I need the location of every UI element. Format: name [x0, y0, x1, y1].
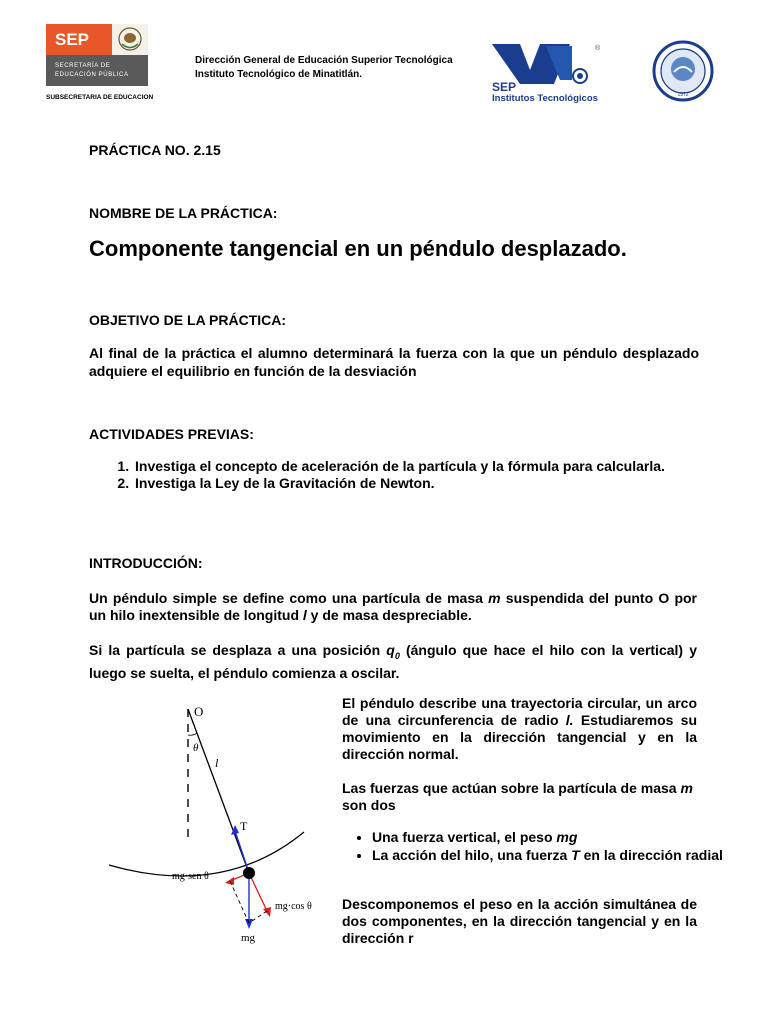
column-paragraph-3: Descomponemos el peso en la acción simultánea de dos componentes, en la dirección tangencial y en la dirección r — [342, 896, 697, 946]
forces-list — [342, 829, 730, 865]
activities-list — [89, 458, 753, 492]
objective-text: Al final de la práctica el alumno determinará la fuerza con la que un péndulo desplazado adquiere el equilibrio en función de la desviación — [89, 345, 699, 379]
normal-component-head — [263, 907, 271, 917]
itm-seal-icon — [652, 40, 714, 102]
practice-number: PRÁCTICA NO. 2.15 — [89, 142, 221, 158]
list-item: • Una fuerza vertical, el peso mg — [372, 829, 730, 846]
label-mg: mg — [241, 932, 256, 944]
pendulum-mass — [243, 867, 255, 879]
seal-year: 1972 — [677, 92, 689, 98]
header-line-1: Dirección General de Educación Superior Tecnológica — [195, 55, 453, 66]
label-theta: θ — [193, 742, 199, 754]
theta-arc — [188, 733, 197, 735]
mexico-seal-icon — [112, 24, 148, 55]
header-line-2: Instituto Tecnológico de Minatitlán. — [195, 69, 363, 80]
column-paragraph-1: El péndulo describe una trayectoria circular, un arco de una circunferencia de radio l. Estudiaremos su movimiento en la dirección tangencial y en la dirección normal. — [342, 695, 698, 762]
objective-label: OBJETIVO DE LA PRÁCTICA: — [89, 312, 287, 328]
sep-logo-subtitle: SECRETARÍA DE EDUCACIÓN PÚBLICA — [46, 55, 148, 86]
pendulum-string — [188, 709, 249, 873]
column-paragraph-2: Las fuerzas que actúan sobre la partícula de masa m son dos — [342, 780, 693, 813]
it-logo-sep: SEP — [492, 80, 517, 94]
intro-paragraph-1: Un péndulo simple se define como una partícula de masa m suspendida del punto O por un hilo inextensible de longitud l y de masa despreciable. — [89, 590, 698, 623]
label-t: T — [240, 819, 248, 833]
intro-paragraph-2: Si la partícula se desplaza a una posición $q_0$ (ángulo que hace el hilo con la vertical) y luego se suelta, el péndulo comienza a oscilar. — [89, 642, 697, 681]
projection-line — [230, 881, 249, 923]
tangential-component-head — [225, 877, 234, 885]
label-l: l — [215, 756, 219, 770]
weight-arrow-head — [245, 919, 253, 929]
institutos-tecnologicos-logo — [490, 40, 610, 104]
subsecretaria-label: SUBSECRETARIA DE EDUCACION — [46, 94, 154, 101]
label-mg-sen: mg·sen θ — [172, 871, 209, 882]
activities-label: ACTIVIDADES PREVIAS: — [89, 426, 254, 442]
introduction-label: INTRODUCCIÓN: — [89, 555, 203, 571]
sep-logo — [46, 24, 148, 86]
trajectory-arc — [109, 832, 304, 876]
list-item: 2. Investiga la Ley de la Gravitación de Newton. — [133, 475, 753, 492]
practice-name-label: NOMBRE DE LA PRÁCTICA: — [89, 205, 278, 221]
list-item: 1. Investiga el concepto de aceleración de la partícula y la fórmula para calcularla. — [133, 458, 753, 475]
it-logo-registered: ® — [595, 45, 601, 52]
list-item: • La acción del hilo, una fuerza T en la dirección radial — [372, 847, 730, 864]
it-logo-name: Institutos Tecnológicos — [492, 93, 598, 104]
sep-logo-word: SEP — [46, 24, 112, 55]
pendulum-diagram — [104, 695, 314, 945]
institution-header — [195, 54, 453, 82]
label-mg-cos: mg·cos θ — [275, 901, 312, 912]
normal-component-arrow — [249, 873, 267, 911]
page-title: Componente tangencial en un péndulo desplazado. — [89, 236, 627, 261]
label-o: O — [194, 704, 204, 719]
